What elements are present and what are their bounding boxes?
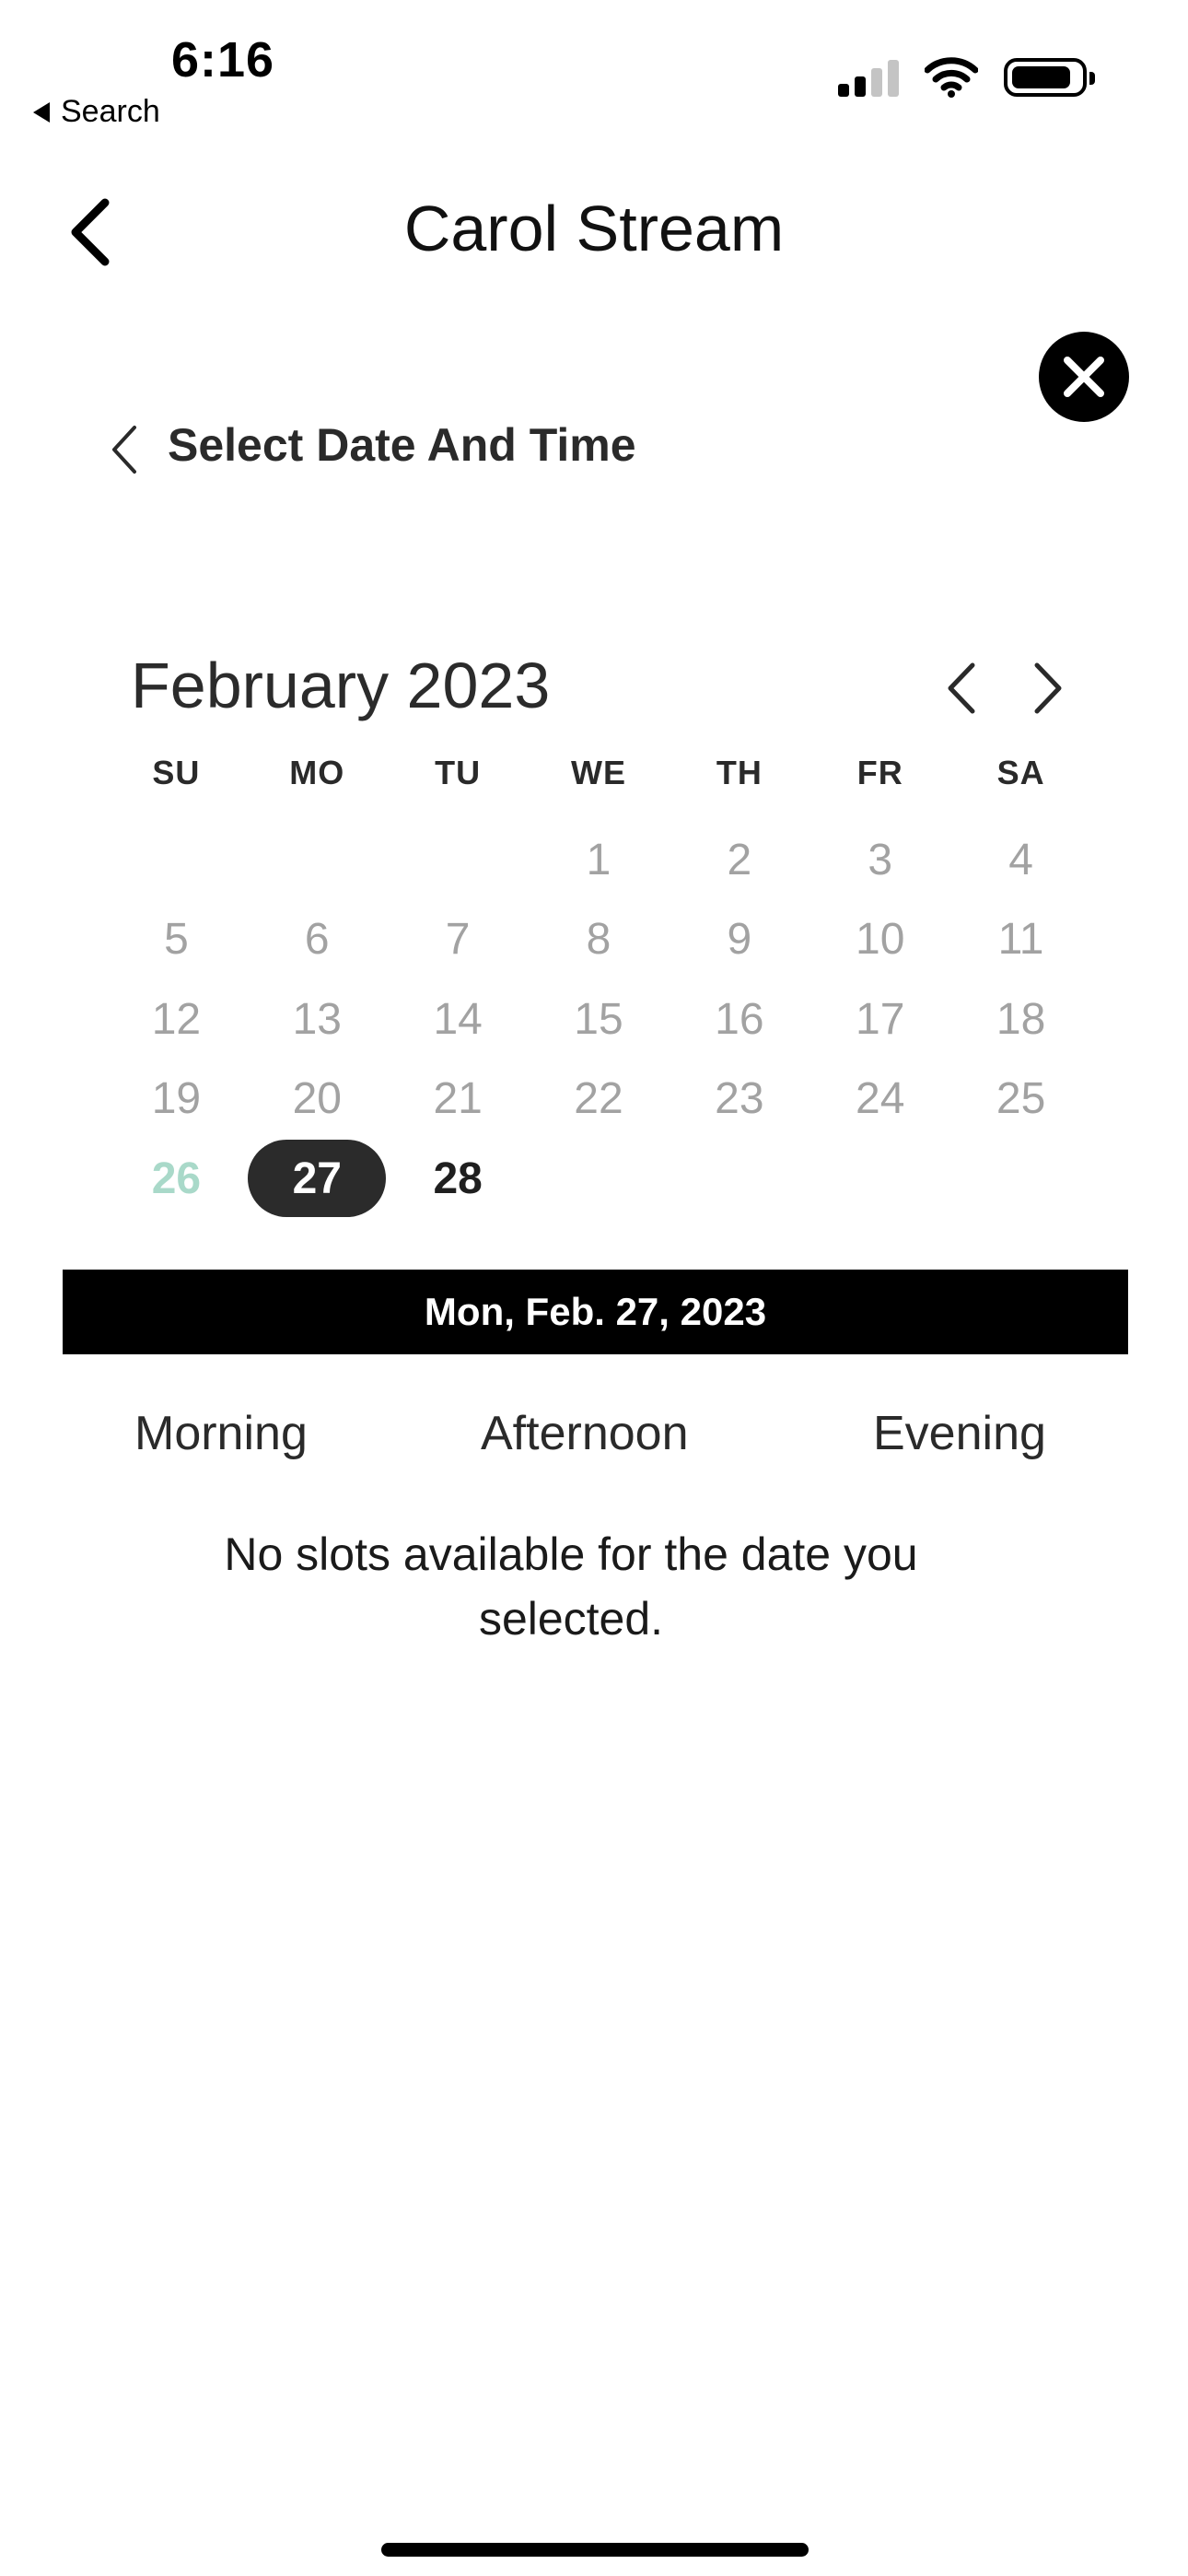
- weekday-label: FR: [856, 754, 903, 791]
- calendar-day: [669, 820, 809, 900]
- tab-morning[interactable]: Morning: [134, 1407, 308, 1460]
- close-icon: [1039, 332, 1129, 422]
- calendar-day-number: 27: [248, 1140, 386, 1217]
- selected-date-bar: [63, 1270, 1128, 1354]
- calendar-day-number: 14: [433, 994, 483, 1044]
- calendar-day: [669, 1060, 809, 1140]
- calendar-month-title: February 2023: [131, 650, 551, 721]
- calendar-day: [247, 1060, 388, 1140]
- tab-evening[interactable]: Evening: [873, 1407, 1046, 1460]
- calendar-day: [247, 979, 388, 1060]
- calendar-day-number: 26: [151, 1153, 202, 1203]
- calendar-day: [106, 979, 247, 1060]
- calendar-day-blank: [247, 820, 388, 900]
- calendar-day: [669, 979, 809, 1060]
- calendar-day-number: 24: [856, 1074, 905, 1124]
- calendar-day-selected[interactable]: [247, 1139, 388, 1219]
- calendar-day-number: 15: [574, 994, 623, 1044]
- selected-date-label: Mon, Feb. 27, 2023: [424, 1290, 767, 1333]
- status-icons: [838, 57, 1087, 98]
- next-month-button[interactable]: [1024, 656, 1070, 720]
- back-to-app-label: Search: [61, 94, 160, 129]
- calendar-day-number: 8: [586, 915, 611, 965]
- back-triangle-icon: [33, 102, 50, 123]
- calendar-day-number: 25: [996, 1074, 1046, 1124]
- calendar-day[interactable]: [106, 1139, 247, 1219]
- calendar-day-number: 2: [727, 835, 752, 884]
- calendar-day-number: 28: [433, 1153, 483, 1203]
- calendar-day-number: 16: [715, 994, 764, 1044]
- calendar-day-number: 5: [164, 915, 189, 965]
- calendar-day[interactable]: [388, 1139, 529, 1219]
- calendar-day: [809, 979, 950, 1060]
- calendar-day: [529, 979, 670, 1060]
- cellular-signal-icon: [838, 58, 899, 97]
- close-button[interactable]: [1039, 332, 1129, 422]
- calendar-day-number: 22: [574, 1074, 623, 1124]
- calendar-day: [388, 979, 529, 1060]
- calendar-day: [950, 1060, 1091, 1140]
- tab-afternoon[interactable]: Afternoon: [481, 1407, 689, 1460]
- calendar-day: [809, 900, 950, 980]
- calendar-day-blank: [106, 820, 247, 900]
- calendar-day-number: 18: [996, 994, 1046, 1044]
- weekday-label: SA: [996, 754, 1045, 791]
- calendar-day-number: 20: [292, 1074, 342, 1124]
- calendar-day-number: 7: [445, 915, 471, 965]
- calendar-day-number: 13: [292, 994, 342, 1044]
- calendar-day-number: 1: [586, 835, 611, 884]
- calendar-day: [388, 1060, 529, 1140]
- calendar-day: [809, 1060, 950, 1140]
- calendar-day: [809, 820, 950, 900]
- calendar-day: [247, 900, 388, 980]
- calendar-day-number: 21: [433, 1074, 483, 1124]
- calendar-day: [950, 979, 1091, 1060]
- weekday-label: SU: [152, 754, 201, 791]
- calendar-day-blank: [388, 820, 529, 900]
- calendar-weekday-header: [106, 754, 1091, 792]
- calendar-day-number: 19: [151, 1074, 202, 1124]
- page-title: Carol Stream: [403, 193, 785, 264]
- calendar-day: [106, 900, 247, 980]
- calendar-day: [950, 900, 1091, 980]
- weekday-label: WE: [570, 754, 626, 791]
- calendar-day: [950, 820, 1091, 900]
- weekday-label: TU: [435, 754, 482, 791]
- section-title: Select Date And Time: [168, 419, 636, 471]
- calendar-day-number: 11: [997, 915, 1044, 965]
- calendar-day-number: 9: [727, 915, 752, 965]
- back-to-app-link[interactable]: [33, 94, 160, 130]
- chevron-left-icon: [114, 427, 134, 472]
- battery-icon: [1004, 58, 1087, 97]
- status-time: 6:16: [171, 32, 275, 88]
- prev-month-button[interactable]: [939, 656, 985, 720]
- home-indicator: [381, 2543, 809, 2557]
- no-slots-message: No slots available for the date you selected.: [224, 1528, 918, 1645]
- weekday-label: MO: [289, 754, 345, 791]
- calendar-day-number: 4: [1008, 835, 1033, 884]
- calendar-day: [529, 1060, 670, 1140]
- chevron-left-icon: [950, 665, 973, 711]
- calendar-day-number: 12: [151, 994, 202, 1044]
- calendar-day: [529, 820, 670, 900]
- weekday-label: TH: [716, 754, 763, 791]
- calendar-day-number: 10: [856, 915, 905, 965]
- wifi-icon: [925, 57, 978, 98]
- calendar-day: [388, 900, 529, 980]
- calendar-day-grid: [106, 820, 1091, 1219]
- calendar-day: [106, 1060, 247, 1140]
- calendar-day-number: 23: [715, 1074, 764, 1124]
- section-back-button[interactable]: [107, 422, 144, 477]
- calendar-day: [669, 900, 809, 980]
- chevron-right-icon: [1037, 665, 1059, 711]
- calendar-day-number: 17: [856, 994, 905, 1044]
- calendar-day-number: 6: [304, 915, 330, 965]
- calendar-day: [529, 900, 670, 980]
- calendar-day-number: 3: [868, 835, 893, 884]
